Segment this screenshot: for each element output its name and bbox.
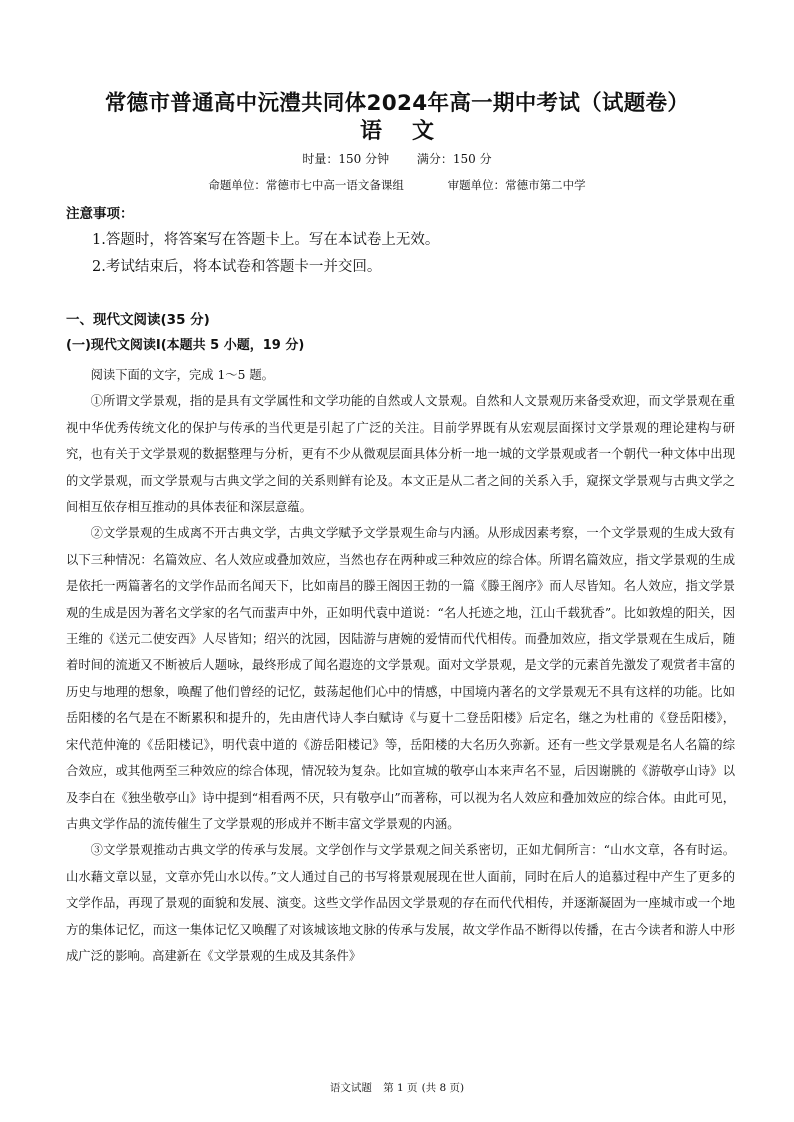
page-footer (0, 1080, 794, 1095)
passage-paragraph: ③文学景观推动古典文学的传承与发展。文学创作与文学景观之间关系密切，正如尤侗所言：“山水文章，各有时运。山水藉文章以显，文章亦凭山水以传。”文人通过自己的书写将景观展现在世人面前，同时在后人的追慕过程中产生了更多的文学作品，再现了景观的面貌和发展、演变。这些文学作品因文学景观的存在而代代相传，并逐渐凝固为一座城市或一个地方的集体记忆，而这一集体记忆又唤醒了对该城该地文脉的传承与发展，故文学作品不断得以传播，在古今读者和游人中形成广泛的影响。高建新在《文学景观的生成及其条件》 (66, 843, 735, 963)
section-heading: 一、现代文阅读(35 分) (66, 312, 210, 328)
passage-paragraph: ②文学景观的生成离不开古典文学，古典文学赋予文学景观生命与内涵。从形成因素考察，一个文学景观的生成大致有以下三种情况：名篇效应、名人效应或叠加效应，当然也存在两种或三种效应的综合体。所谓名篇效应，指文学景观的生成是依托一两篇著名的文学作品而名闻天下，比如南昌的滕王阁因王勃的一篇《滕王阁序》而人尽皆知。名人效应，指文学景观的生成是因为著名文学家的名气而蜚声中外，正如明代袁中道说：“名人托迹之地，江山千载犹香”。比如敦煌的阳关，因王维的《送元二使安西》人尽皆知；绍兴的沈园，因陆游与唐婉的爱情而代代相传。而叠加效应，指文学景观在生成后，随着时间的流逝又不断被后人题咏，最终形成了闻名遐迩的文学景观。面对文学景观，是文学的元素首先激发了观赏者丰富的历史与地理的想象，唤醒了他们曾经的记忆，鼓荡起他们心中的情感，中国境内著名的文学景观无不具有这样的功能。比如岳阳楼的名气是在不断累积和提升的，先由唐代诗人李白赋诗《与夏十二登岳阳楼》后定名，继之为杜甫的《登岳阳楼》，宋代范仲淹的《岳阳楼记》，明代袁中道的《游岳阳楼记》等，岳阳楼的大名历久弥新。还有一些文学景观是名人名篇的综合效应，或其他两至三种效应的综合体现，情况较为复杂。比如宣城的敬亭山本来声名不显，后因谢朓的《游敬亭山诗》以及李白在《独坐敬亭山》诗中提到“相看两不厌，只有敬亭山”而著称，可以视为名人效应和叠加效应的综合体。由此可见，古典文学作品的流传催生了文学景观的形成并不断丰富文学景观的内涵。 (66, 526, 735, 831)
reviewer-unit: 审题单位：常德市第二中学 (447, 178, 586, 192)
notice-item: 2.考试结束后，将本试卷和答题卡一并交回。 (92, 259, 382, 275)
reading-instruction: 阅读下面的文字，完成 1～5 题。 (90, 368, 274, 382)
footer-total: (共 8 页) (421, 1082, 465, 1094)
exam-time-score (0, 150, 794, 167)
exam-units (0, 177, 794, 193)
setter-unit: 命题单位：常德市七中高一语文备课组 (208, 178, 404, 192)
exam-title: 常德市普通高中沅澧共同体2024年高一期中考试（试题卷） (104, 91, 690, 116)
notice-heading: 注意事项： (66, 206, 134, 222)
exam-full-score: 满分：150 分 (416, 152, 492, 166)
notice-item: 1.答题时，将答案写在答题卡上。写在本试卷上无效。 (92, 232, 440, 248)
reading-passage (66, 362, 735, 969)
exam-subject: 语文 (359, 119, 464, 144)
footer-page: 第 1 页 (383, 1082, 418, 1094)
footer-subject: 语文试题 (329, 1082, 372, 1094)
subsection-heading: (一)现代文阅读Ⅰ(本题共 5 小题，19 分) (66, 338, 305, 353)
exam-time: 时量：150 分钟 (302, 152, 390, 166)
passage-paragraph: ①所谓文学景观，指的是具有文学属性和文学功能的自然或人文景观。自然和人文景观历来备受欢迎，而文学景观在重视中华优秀传统文化的保护与传承的当代更是引起了广泛的关注。目前学界既有从宏观层面探讨文学景观的理论建构与研究，也有关于文学景观的数据整理与分析，更有不少从微观层面具体分析一地一城的文学景观或者一个朝代一种文体中出现的文学景观，而文学景观与古典文学之间的关系则鲜有论及。本文正是从二者之间的关系入手，窥探文学景观与古典文学之间相互依存相互推动的具体表征和深层意蕴。 (66, 394, 735, 515)
